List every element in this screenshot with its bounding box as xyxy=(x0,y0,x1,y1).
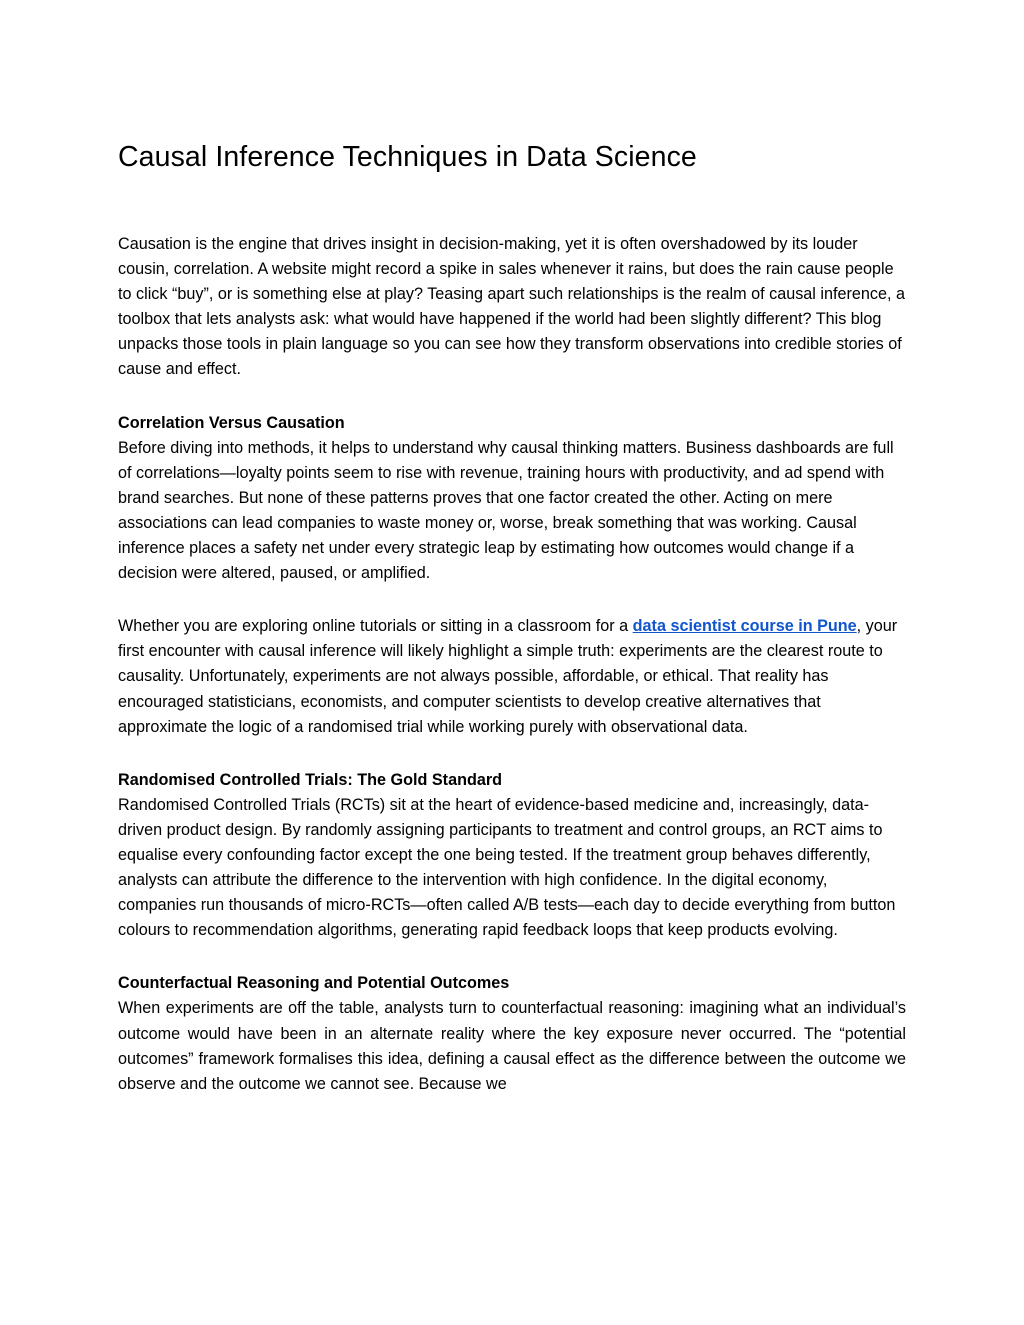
paragraph-spacer xyxy=(118,740,906,768)
document-content xyxy=(118,140,906,1097)
link-paragraph xyxy=(118,614,906,739)
page-title: Causal Inference Techniques in Data Science xyxy=(118,141,697,173)
data-scientist-course-in-pune-link[interactable]: data scientist course in Pune xyxy=(632,617,857,636)
link-paragraph-text-before: Whether you are exploring online tutorials or sitting in a classroom for a xyxy=(118,617,633,636)
section-body-counterfactual-reasoning: When experiments are off the table, analysts turn to counterfactual reasoning: imagining what an individual’s outcome would have been in an alternate reality where the key exposure never occurred. The “potential outcomes” framework formalises this idea, defining a causal effect as the difference between the outcome we observe and the outcome we cannot see. Because we xyxy=(118,999,906,1093)
link-paragraph-text-after: , your first encounter with causal inference will likely highlight a simple truth: experiments are the clearest route to causality. Unfortunately, experiments are not always possible, affordable, or ethical. That reality has encouraged statisticians, economists, and computer scientists to develop creative alternatives that approximate the logic of a randomised trial while working purely with observational data. xyxy=(118,617,898,736)
paragraph-spacer xyxy=(118,586,906,614)
paragraph-spacer xyxy=(118,383,906,411)
section-heading-counterfactual-reasoning: Counterfactual Reasoning and Potential Outcomes xyxy=(118,974,510,993)
section-body-correlation-versus-causation: Before diving into methods, it helps to understand why causal thinking matters. Business dashboards are full of correlations—loyalty points seem to rise with revenue, training hours with productivity, and ad spend with brand searches. But none of these patterns proves that one factor created the other. Acting on mere associations can lead companies to waste money or, worse, break something that was working. Causal inference places a safety net under every strategic leap by estimating how outcomes would change if a decision were altered, paused, or amplified. xyxy=(118,438,894,583)
paragraph-spacer xyxy=(118,943,906,971)
section-heading-randomised-controlled-trials: Randomised Controlled Trials: The Gold Standard xyxy=(118,770,503,789)
section-body-randomised-controlled-trials: Randomised Controlled Trials (RCTs) sit at the heart of evidence-based medicine and, increasingly, data-driven product design. By randomly assigning participants to treatment and control groups, an RCT aims to equalise every confounding factor except the one being tested. If the treatment group behaves differently, analysts can attribute the difference to the intervention with high confidence. In the digital economy, companies run thousands of micro-RCTs—often called A/B tests—each day to decide everything from button colours to recommendation algorithms, generating rapid feedback loops that keep products evolving. xyxy=(118,795,896,940)
section-heading-correlation-versus-causation: Correlation Versus Causation xyxy=(118,413,345,432)
title-spacer xyxy=(118,174,906,232)
intro-paragraph: Causation is the engine that drives insight in decision-making, yet it is often overshadowed by its louder cousin, correlation. A website might record a spike in sales whenever it rains, but does the rain cause people to click “buy”, or is something else at play? Teasing apart such relationships is the realm of causal inference, a toolbox that lets analysts ask: what would have happened if the world had been slightly different? This blog unpacks those tools in plain language so you can see how they transform observations into credible stories of cause and effect. xyxy=(118,235,905,379)
